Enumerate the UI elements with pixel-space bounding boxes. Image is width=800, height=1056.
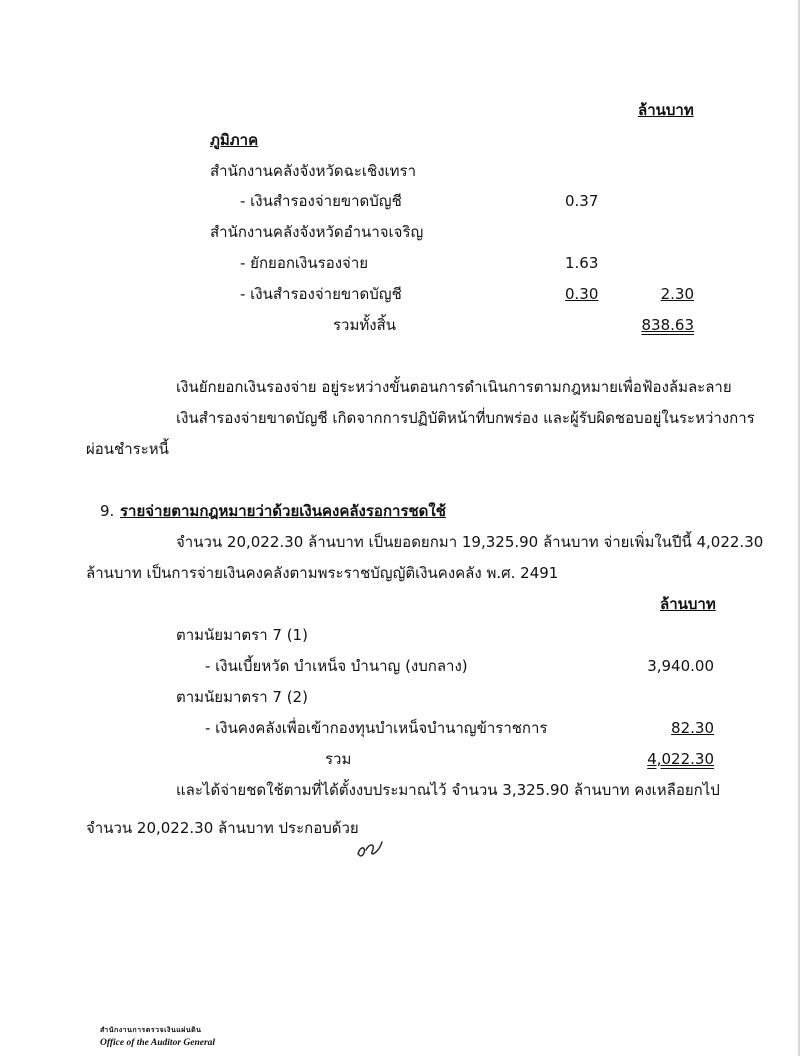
- footer-org-english: Office of the Auditor General: [100, 1038, 216, 1048]
- closing-line2: จำนวน 20,022.30 ล้านบาท ประกอบด้วย: [86, 819, 359, 837]
- section9-number: 9.: [100, 502, 115, 520]
- clause-7-1-item: - เงินเบี้ยหวัด บำเหน็จ บำนาญ (งบกลาง): [205, 657, 468, 675]
- clause-7-1: ตามนัยมาตรา 7 (1): [176, 626, 308, 644]
- clause-7-2-item: - เงินคงคลังเพื่อเข้ากองทุนบำเหน็จบำนาญข้าราชการ: [205, 719, 548, 737]
- office2-item1: - ยักยอกเงินรองจ่าย: [240, 254, 369, 272]
- footer-org-thai: สำนักงานการตรวจเงินแผ่นดิน: [100, 1026, 202, 1034]
- office-name-1: สำนักงานคลังจังหวัดฉะเชิงเทรา: [210, 162, 417, 180]
- paragraph-reserve-line1: เงินสำรองจ่ายขาดบัญชี เกิดจากการปฏิบัติหน้าที่บกพร่อง และผู้รับผิดชอบอยู่ในระหว่างการ: [176, 409, 755, 427]
- office1-item: - เงินสำรองจ่ายขาดบัญชี: [240, 192, 402, 210]
- region-heading: ภูมิภาค: [210, 131, 259, 149]
- clause-7-2: ตามนัยมาตรา 7 (2): [176, 688, 308, 706]
- handwritten-page-mark: [354, 834, 390, 860]
- grand-total-value: 838.63: [641, 316, 694, 334]
- closing-line1: และได้จ่ายชดใช้ตามที่ได้ตั้งงบประมาณไว้ จำนวน 3,325.90 ล้านบาท คงเหลือยกไป: [176, 781, 720, 799]
- unit-label-top: ล้านบาท: [638, 101, 694, 119]
- office-name-2: สำนักงานคลังจังหวัดอำนาจเจริญ: [210, 223, 424, 241]
- section9-line1: จำนวน 20,022.30 ล้านบาท เป็นยอดยกมา 19,325.90 ล้านบาท จ่ายเพิ่มในปีนี้ 4,022.30: [176, 533, 764, 551]
- unit-label-section9: ล้านบาท: [660, 595, 716, 613]
- clause-7-1-value: 3,940.00: [647, 657, 714, 675]
- clause-7-2-value: 82.30: [671, 719, 714, 737]
- section9-total-label: รวม: [325, 750, 352, 768]
- office2-item2-value: 0.30: [565, 285, 599, 303]
- office2-subtotal: 2.30: [660, 285, 694, 303]
- office1-item-value: 0.37: [565, 192, 599, 210]
- office2-item2: - เงินสำรองจ่ายขาดบัญชี: [240, 285, 402, 303]
- section9-line2: ล้านบาท เป็นการจ่ายเงินคงคลังตามพระราชบัญญัติเงินคงคลัง พ.ศ. 2491: [86, 564, 559, 582]
- office2-item1-value: 1.63: [565, 254, 599, 272]
- paragraph-reserve-line2: ผ่อนชำระหนี้: [86, 440, 169, 458]
- section9-heading: รายจ่ายตามกฎหมายว่าด้วยเงินคงคลังรอการชดใช้: [120, 502, 446, 520]
- section9-total-value: 4,022.30: [647, 750, 714, 768]
- grand-total-label: รวมทั้งสิ้น: [333, 316, 396, 334]
- paragraph-embezzlement: เงินยักยอกเงินรองจ่าย อยู่ระหว่างขั้นตอนการดำเนินการตามกฎหมายเพื่อฟ้องล้มละลาย: [176, 378, 732, 396]
